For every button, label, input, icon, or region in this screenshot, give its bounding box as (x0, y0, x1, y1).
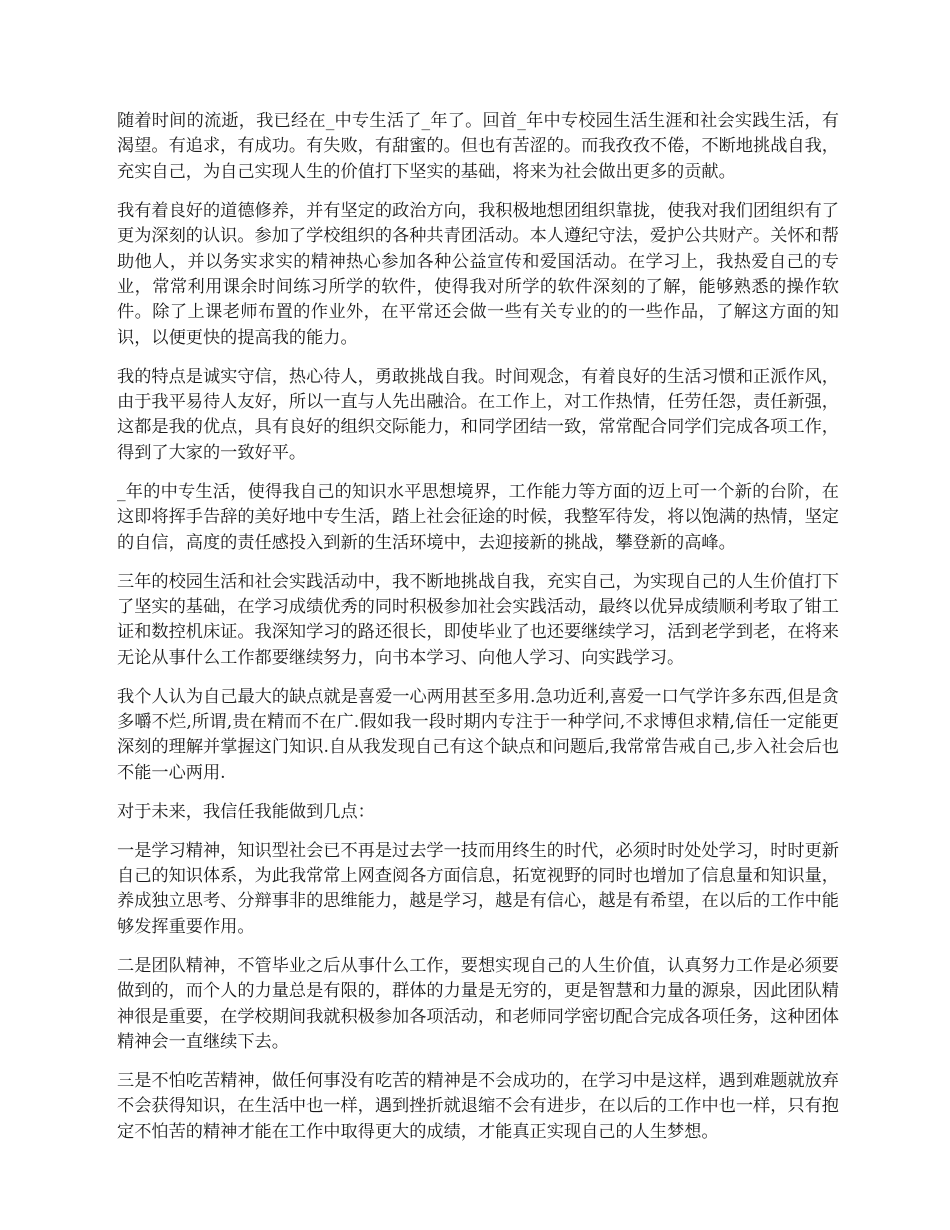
paragraph-future-intro: 对于未来，我信任我能做到几点： (117, 801, 375, 822)
paragraph-shortcoming: 我个人认为自己最大的缺点就是喜爱一心两用甚至多用.急功近利,喜爱一口气学许多东西,但是贪多嚼不烂,所谓,贵在精而不在广.假如我一段时期内专注于一种学问,不求博但求精,信任一定能更深刻的理解并掌握这门知识.自从我发现自己有这个缺点和问题后,我常常告戒自己,步入社会后也不能一心两用. (117, 686, 839, 783)
paragraph-campus-practice: 三年的校园生活和社会实践活动中，我不断地挑战自我，充实自己，为实现自己的人生价值打下了坚实的基础，在学习成绩优秀的同时积极参加社会实践活动，最终以优异成绩顺利考取了钳工证和数控机床证。我深知学习的路还很长，即使毕业了也还要继续学习，活到老学到老，在将来无论从事什么工作都要继续努力，向书本学习、向他人学习、向实践学习。 (117, 571, 839, 668)
paragraph-growth: _年的中专生活，使得我自己的知识水平思想境界，工作能力等方面的迈上可一个新的台阶，在这即将挥手告辞的美好地中专生活，踏上社会征途的时候，我整军待发，将以饱满的热情，坚定的自信，高度的责任感投入到新的生活环境中，去迎接新的挑战，攀登新的高峰。 (117, 481, 839, 553)
paragraph-character: 我的特点是诚实守信，热心待人，勇敢挑战自我。时间观念，有着良好的生活习惯和正派作风，由于我平易待人友好，所以一直与人先出融洽。在工作上，对工作热情，任劳任怨，责任新强，这都是我的优点，具有良好的组织交际能力，和同学团结一致，常常配合同学们完成各项工作，得到了大家的一致好平。 (117, 366, 839, 463)
paragraph-team-spirit: 二是团队精神，不管毕业之后从事什么工作，要想实现自己的人生价值，认真努力工作是必须要做到的，而个人的力量总是有限的，群体的力量是无穷的，更是智慧和力量的源泉，因此团队精神很是重要，在学校期间我就积极参加各项活动，和老师同学密切配合完成各项任务，这种团体精神会一直继续下去。 (117, 955, 839, 1052)
paragraph-morality-study: 我有着良好的道德修养，并有坚定的政治方向，我积极地想团组织靠拢，使我对我们团组织有了更为深刻的认识。参加了学校组织的各种共青团活动。本人遵纪守法，爱护公共财产。关怀和帮助他人，并以务实求实的精神热心参加各种公益宣传和爱国活动。在学习上，我热爱自己的专业，常常利用课余时间练习所学的软件，使得我对所学的软件深刻的了解，能够熟悉的操作软件。除了上课老师布置的作业外，在平常还会做一些有关专业的的一些作品，了解这方面的知识，以便更快的提高我的能力。 (117, 200, 839, 348)
paragraph-intro: 随着时间的流逝，我已经在_中专生活了_年了。回首_年中专校园生活生涯和社会实践生活，有渴望。有追求，有成功。有失败，有甜蜜的。但也有苦涩的。而我孜孜不倦，不断地挑战自我，充实自己，为自己实现人生的价值打下坚实的基础，将来为社会做出更多的贡献。 (117, 111, 839, 182)
paragraph-learning-spirit: 一是学习精神，知识型社会已不再是过去学一技而用终生的时代，必须时时处处学习，时时更新自己的知识体系，为此我常常上网查阅各方面信息，拓宽视野的同时也增加了信息量和知识量，养成独立思考、分辩事非的思维能力，越是学习，越是有信心，越是有希望，在以后的工作中能够发挥重要作用。 (117, 840, 839, 937)
paragraph-hardship-spirit: 三是不怕吃苦精神，做任何事没有吃苦的精神是不会成功的，在学习中是这样，遇到难题就放弃不会获得知识，在生活中也一样，遇到挫折就退缩不会有进步，在以后的工作中也一样，只有抱定不怕苦的精神才能在工作中取得更大的成绩，才能真正实现自己的人生梦想。 (117, 1070, 839, 1142)
document-body (117, 109, 839, 1159)
